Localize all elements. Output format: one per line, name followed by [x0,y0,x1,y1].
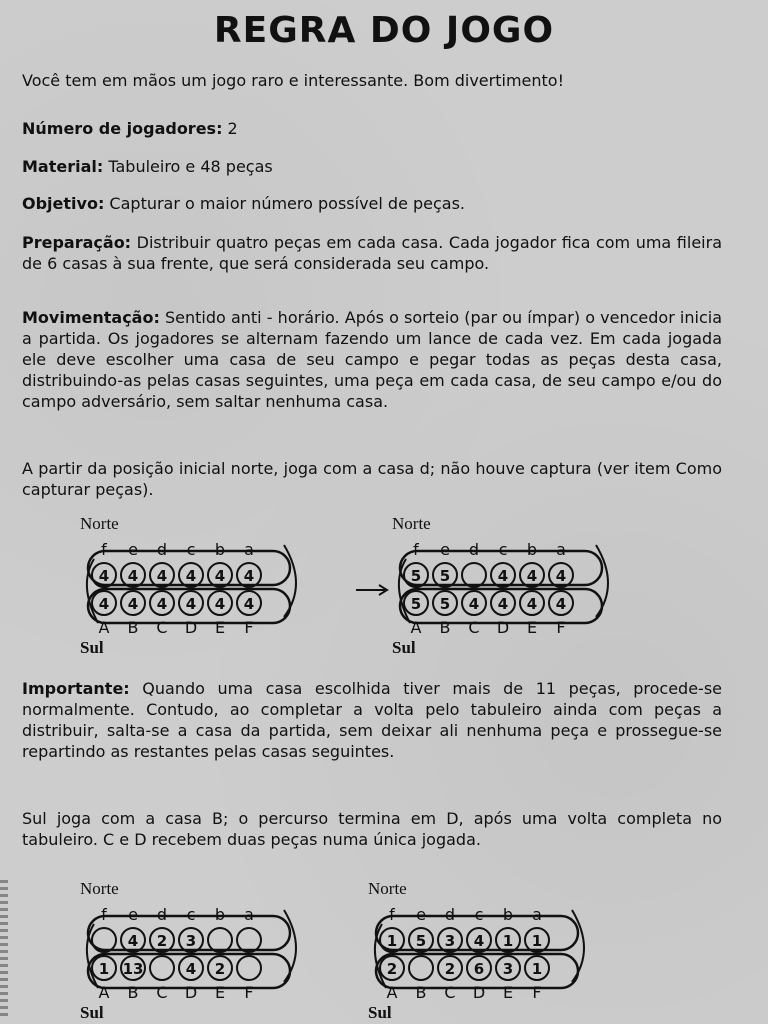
north-pit-letter: b [502,905,514,924]
section-preparation [22,232,722,274]
south-pit-letter: C [156,618,168,637]
board-diagrams-top [70,515,710,665]
north-pit-count: 3 [185,932,197,950]
south-label: Sul [80,638,104,657]
north-pit-count: 4 [214,567,226,585]
south-label: Sul [392,638,416,657]
north-pit-letter: a [244,540,254,559]
south-pit-letter: A [98,983,110,1002]
south-pit-count: 2 [214,960,226,978]
north-pit-letter: c [498,540,508,559]
north-pit-count: 5 [415,932,427,950]
board-diagrams-bottom [70,880,710,1020]
south-pit-letter: D [472,983,486,1002]
section-text: Distribuir quatro peças em cada casa. Cada jogador fica com uma fileira de 6 casas à sua frente, que será considerada seu campo. [22,233,722,273]
north-label: Norte [80,880,119,898]
south-pit-letter: E [214,618,226,637]
section-players [22,118,722,139]
example-1-text: A partir da posição inicial norte, joga com a casa d; não houve captura (ver item Como capturar peças). [22,459,722,499]
south-pit-count: 4 [185,595,197,613]
south-pit-count: 3 [502,960,514,978]
north-label: Norte [368,880,407,898]
section-movement [22,307,722,412]
section-text: Quando uma casa escolhida tiver mais de 11 peças, procede-se normalmente. Contudo, ao completar a volta pelo tabuleiro ainda com peças a distribuir, salta-se a casa da partida, sem deixar ali nenhuma peça e prossegue-se repartindo as restantes pelas casas seguintes. [22,679,722,761]
section-objective [22,193,722,214]
south-pit-letter: C [444,983,456,1002]
south-pit-count: 4 [214,595,226,613]
north-pit [462,563,486,587]
south-pit-letter: B [415,983,427,1002]
board-diagram [80,515,296,657]
scan-edge-mark [0,880,8,1020]
south-pit-count: 4 [497,595,509,613]
section-text: 2 [222,119,238,138]
south-pit-count: 1 [531,960,543,978]
north-pit-letter: b [214,905,226,924]
south-pit-count: 13 [122,960,144,978]
section-label: Importante: [22,679,130,698]
example-2-text: Sul joga com a casa B; o percurso termina em D, após uma volta completa no tabuleiro. C e D recebem duas peças numa única jogada. [22,809,722,849]
north-pit-count: 4 [156,567,168,585]
north-label: Norte [80,515,119,533]
north-pit-count: 4 [98,567,110,585]
north-pit-count: 4 [555,567,567,585]
south-pit-count: 6 [473,960,485,978]
south-pit-count: 2 [386,960,398,978]
north-pit-count: 1 [531,932,543,950]
south-pit-letter: E [214,983,226,1002]
south-pit-count: 4 [526,595,538,613]
north-pit-count: 5 [439,567,451,585]
south-pit-letter: B [439,618,451,637]
north-pit-letter: f [389,905,395,924]
north-pit-letter: d [444,905,456,924]
north-pit-letter: c [474,905,484,924]
section-important [22,678,722,762]
section-text: Tabuleiro e 48 peças [103,157,273,176]
board-diagram [368,880,584,1020]
south-pit-letter: C [468,618,480,637]
north-pit-letter: d [468,540,480,559]
north-label: Norte [392,515,431,533]
south-pit-count: 5 [439,595,451,613]
north-pit-count: 3 [444,932,456,950]
south-pit-letter: E [526,618,538,637]
south-pit-count: 4 [243,595,255,613]
section-text: Capturar o maior número possível de peças. [104,194,466,213]
north-pit-letter: f [101,540,107,559]
page-title: REGRA DO JOGO [213,10,555,51]
south-pit-letter: F [532,983,542,1002]
south-pit-letter: A [386,983,398,1002]
north-pit-count: 4 [526,567,538,585]
north-pit-letter: e [416,905,426,924]
north-pit-letter: c [186,540,196,559]
south-pit-count: 4 [185,960,197,978]
south-pit-letter: D [496,618,510,637]
north-pit-letter: f [413,540,419,559]
north-pit-letter: b [214,540,226,559]
board-diagram [80,880,296,1020]
south-pit-count: 1 [98,960,110,978]
south-pit-letter: D [184,983,198,1002]
north-pit [208,928,232,952]
south-pit [150,956,174,980]
north-pit-letter: a [244,905,254,924]
north-pit-count: 4 [473,932,485,950]
north-pit [92,928,116,952]
south-label: Sul [368,1003,392,1020]
north-pit-letter: c [186,905,196,924]
north-pit-count: 1 [386,932,398,950]
section-label: Material: [22,157,104,176]
north-pit-count: 5 [410,567,422,585]
north-pit-letter: d [156,540,168,559]
south-pit-count: 4 [127,595,139,613]
north-pit-count: 4 [243,567,255,585]
south-pit-letter: E [502,983,514,1002]
south-pit-letter: F [556,618,566,637]
south-pit-letter: B [127,983,139,1002]
south-pit [237,956,261,980]
south-pit-count: 4 [555,595,567,613]
south-pit-letter: F [244,983,254,1002]
north-pit-count: 4 [127,567,139,585]
section-text: Sentido anti - horário. Após o sorteio (par ou ímpar) o vencedor inicia a partida. Os jogadores se alternam fazendo um lance de cada vez. Em cada jogada ele deve escolher uma casa de seu campo e pegar todas as peças desta casa, distribuindo-as pelas casas seguintes, uma peça em cada casa, de seu campo e/ou do campo adversário, sem saltar nenhuma casa. [22,308,722,411]
south-pit-letter: D [184,618,198,637]
south-pit-letter: A [98,618,110,637]
north-pit-letter: e [128,905,138,924]
section-material [22,156,722,177]
intro-text: Você tem em mãos um jogo raro e interessante. Bom divertimento! [22,71,564,90]
north-pit-count: 2 [156,932,168,950]
south-pit-letter: B [127,618,139,637]
section-label: Objetivo: [22,194,105,213]
south-pit-count: 4 [156,595,168,613]
north-pit-letter: a [556,540,566,559]
south-pit-count: 2 [444,960,456,978]
south-label: Sul [80,1003,104,1020]
section-label: Movimentação: [22,308,160,327]
north-pit-letter: f [101,905,107,924]
north-pit [237,928,261,952]
north-pit-count: 4 [127,932,139,950]
south-pit [409,956,433,980]
south-pit-count: 4 [468,595,480,613]
south-pit-count: 4 [98,595,110,613]
board-diagram [392,515,608,657]
section-label: Número de jogadores: [22,119,223,138]
section-label: Preparação: [22,233,132,252]
south-pit-letter: A [410,618,422,637]
south-pit-letter: C [156,983,168,1002]
north-pit-letter: e [440,540,450,559]
north-pit-letter: b [526,540,538,559]
south-pit-count: 5 [410,595,422,613]
north-pit-count: 4 [497,567,509,585]
north-pit-letter: a [532,905,542,924]
north-pit-letter: e [128,540,138,559]
north-pit-count: 4 [185,567,197,585]
north-pit-letter: d [156,905,168,924]
north-pit-count: 1 [502,932,514,950]
south-pit-letter: F [244,618,254,637]
